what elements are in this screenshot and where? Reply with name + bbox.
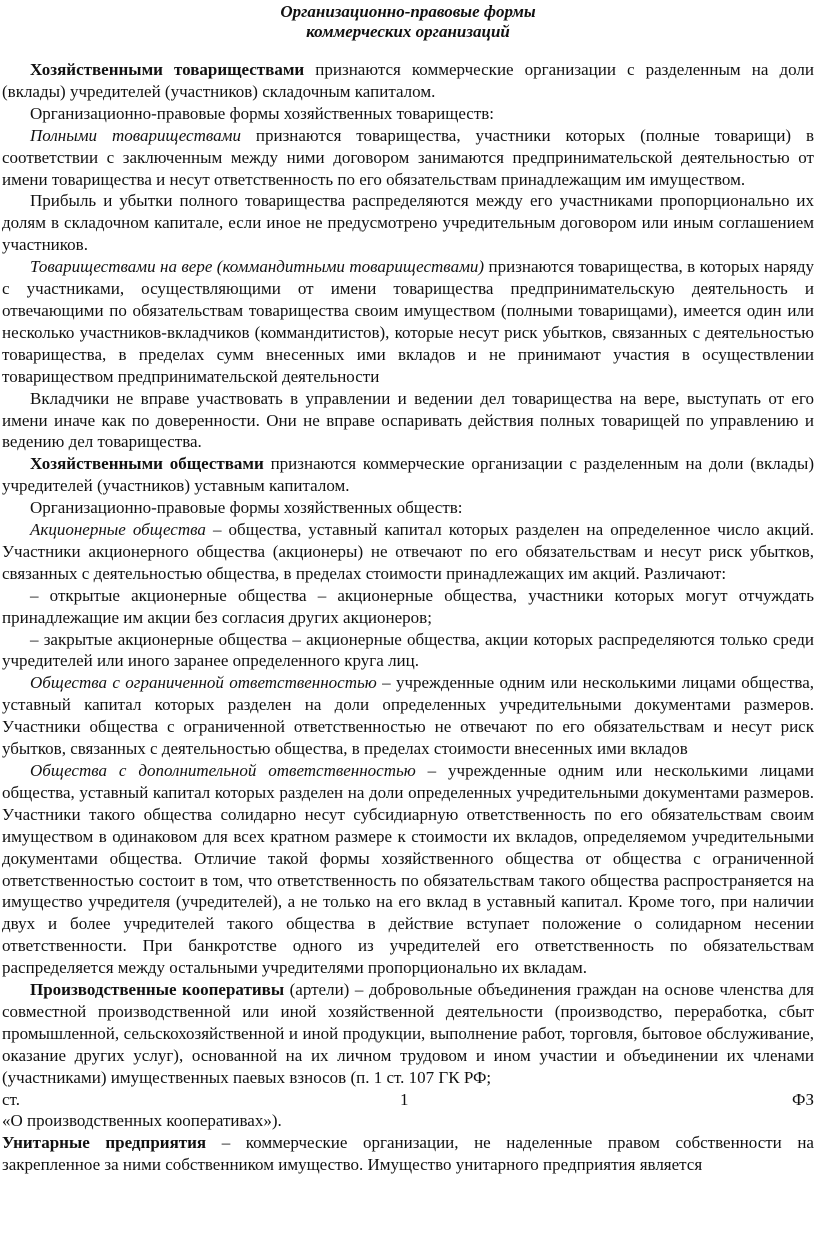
title-line-2: коммерческих организаций xyxy=(306,22,510,41)
term-bold: Хозяйственными обществами xyxy=(30,454,264,474)
footer-right-text: ФЗ xyxy=(792,1089,814,1109)
document-title xyxy=(0,2,816,42)
paragraph: Организационно-правовые формы хозяйственных товариществ: xyxy=(30,103,495,123)
paragraph-limited-partnerships: Товариществами на вере (коммандитными товариществами) признаются товарищества, в которых наряду с участниками, осуществляющими от имени товарищества предпринимательскую деятельность и отвечающими по обязательствам товарищества своим имуществом (полными товарищами), имеется один или несколько участников-вкладчиков (коммандитистов), которые несут риск убытков, связанных с деятельностью товарищества, в пределах сумм внесенных ими вкладов и не принимают участия в осуществлении товариществом предпринимательской деятельности xyxy=(2,257,814,386)
paragraph: Вкладчики не вправе участвовать в управлении и ведении дел товарищества на вере, выступать от его имени иначе как по доверенности. Они не вправе оспаривать действия полных товарищей по управлению и ведению дел товарищества. xyxy=(2,388,814,452)
paragraph-business-companies-def: Хозяйственными обществами признаются коммерческие организации с разделенным на доли (вклады) учредителей (участников) уставным капиталом. xyxy=(2,454,814,496)
paragraph-general-partnerships-def: Хозяйственными товариществами признаются коммерческие организации с разделенным на доли (вклады) учредителей (участников) складочным капиталом. xyxy=(2,60,814,101)
paragraph-unitary-enterprises: Унитарные предприятия – коммерческие организации, не наделенные правом собственности на закрепленное за ними собственником имущество. Имущество унитарного предприятия является xyxy=(2,1133,814,1175)
paragraph-full-partnerships: Полными товариществами признаются товарищества, участники которых (полные товарищи) в соответствии с заключенным между ними договором занимаются предпринимательской деятельностью от имени товарищества и несут ответственность по его обязательствам принадлежащим им имуществом. xyxy=(2,125,814,189)
paragraph: Прибыль и убытки полного товарищества распределяются между его участниками пропорционально их долям в складочном капитале, если иное не предусмотрено учредительным договором или иным соглашением участников. xyxy=(2,191,814,255)
title-line-1: Организационно-правовые формы xyxy=(280,2,536,21)
continuation-line: «О производственных кооперативах»). xyxy=(2,1111,282,1131)
term-italic: Товариществами на вере (коммандитными товариществами) xyxy=(30,257,485,277)
paragraph-llc: Общества с ограниченной ответственностью – учрежденные одним или несколькими лицами общества, уставный капитал которых разделен на доли определенных учредительными документами размеров. Участники общества с ограниченной ответственностью не отвечают по его обязательствам и несут риск убытков, связанных с деятельностью общества, в пределах стоимости внесенных ими вкладов xyxy=(2,673,814,759)
term-italic: Акционерные общества xyxy=(30,520,206,540)
term-italic: Общества с дополнительной ответственностью xyxy=(30,761,416,780)
paragraph-joint-stock: Акционерные общества – общества, уставный капитал которых разделен на определенное число акций. Участники акционерного общества (акционеры) не отвечают по его обязательствам и несут риск убытков, связанных с деятельностью общества, в пределах стоимости принадлежащих им акций. Различают: xyxy=(2,520,815,583)
page-footer xyxy=(2,1089,814,1111)
footer-left-text: ст. xyxy=(2,1089,20,1109)
paragraph: – закрытые акционерные общества – акционерные общества, акции которых распределяются только среди учредителей или иного заранее определенного круга лиц. xyxy=(2,629,814,671)
document-body xyxy=(2,59,814,1176)
page-number: 1 xyxy=(400,1089,409,1109)
term-italic: Общества с ограниченной ответственностью xyxy=(30,673,377,693)
paragraph-cooperatives: Производственные кооперативы (артели) – добровольные объединения граждан на основе членства для совместной производственной или иной хозяйственной деятельности (производство, переработка, сбыт промышленной, сельскохозяйственной и иной продукции, выполнение работ, торговля, бытовое обслуживание, оказание других услуг), основанной на их личном трудовом и ином участии и объединении их членами (участниками) имущественных паевых взносов (п. 1 ст. 107 ГК РФ; xyxy=(2,980,814,1087)
paragraph: – открытые акционерные общества – акционерные общества, участники которых могут отчуждать принадлежащие им акции без согласия других акционеров; xyxy=(2,585,814,627)
paragraph: Организационно-правовые формы хозяйственных обществ: xyxy=(30,498,463,518)
term-bold: Унитарные предприятия xyxy=(2,1133,207,1153)
paragraph-additional-liability: Общества с дополнительной ответственностью – учрежденные одним или несколькими лицами общества, уставный капитал которых разделен на доли определенных учредительными документами размеров. Участники такого общества солидарно несут субсидиарную ответственность по его обязательствам своим имуществом в одинаковом для всех кратном размере к стоимости их вкладов, определяемом учредительными документами общества. Отличие такой формы хозяйственного общества от общества с ограниченной ответственностью состоит в том, что ответственность по обязательствам такого общества распространяется на имущество учредителя (учредителей), а не только на его вклад в уставный капитал. Кроме того, при наличии двух и более учредителей такого общества в действие вступает положение о солидарном несении ответственности. При банкротстве одного из учредителей его ответственность по обязательствам распределяется между остальными учредителями пропорционально их вкладам. xyxy=(2,761,814,978)
term-bold: Хозяйственными товариществами xyxy=(30,60,305,79)
term-italic: Полными товариществами xyxy=(30,125,241,145)
term-bold: Производственные кооперативы xyxy=(30,980,285,1000)
